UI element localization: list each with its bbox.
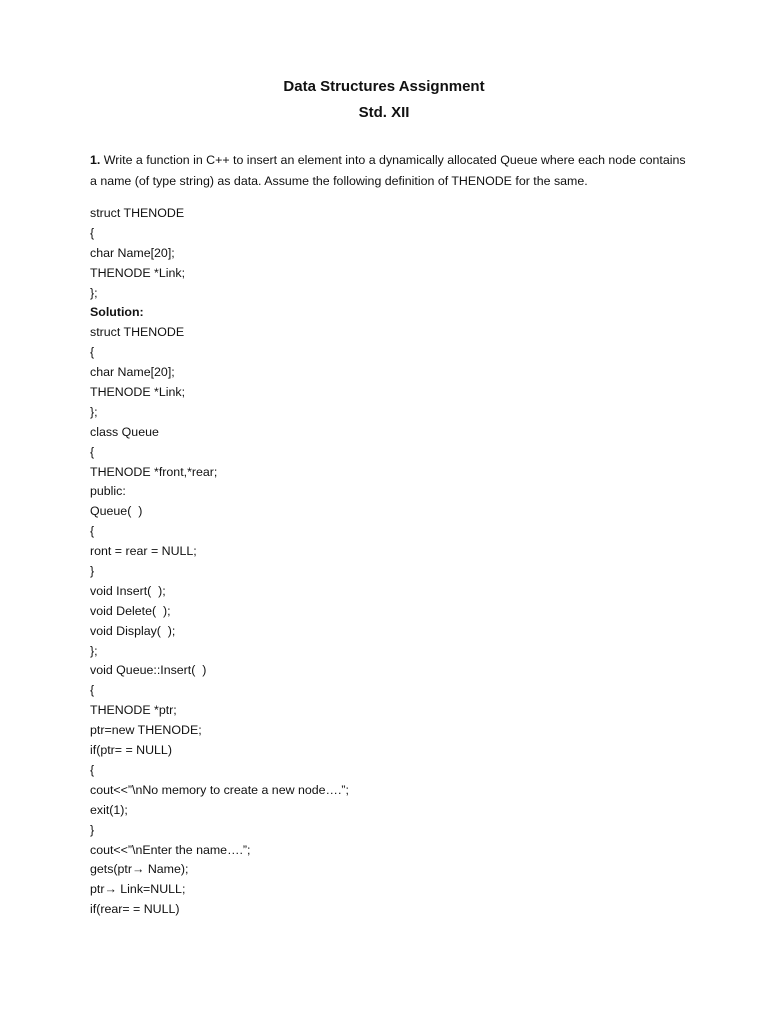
code-line: { [90, 225, 95, 240]
code-line: THENODE *front,*rear; [90, 464, 218, 479]
code-line: }; [90, 643, 98, 658]
page-subtitle: Std. XII [358, 104, 410, 121]
question-text: Write a function in C++ to insert an element into a dynamically allocated Queue where each node contains a name (of type string) as data. Assume the following definition of THENODE for the same. [90, 153, 686, 188]
code-line: ptr=new THENODE; [90, 723, 202, 738]
code-line: void Queue::Insert( ) [90, 663, 207, 678]
code-line: { [90, 444, 95, 459]
code-line: char Name[20]; [90, 245, 175, 260]
solution-label: Solution: [90, 305, 144, 320]
code-line: ptr→ Link=NULL; [90, 882, 186, 897]
code-line: cout<<”\nNo memory to create a new node….”; [90, 782, 349, 797]
code-line: THENODE *Link; [90, 385, 186, 400]
code-line: void Display( ); [90, 623, 176, 638]
code-line: { [90, 762, 95, 777]
code-line: class Queue [90, 424, 159, 439]
code-line: { [90, 345, 95, 360]
code-line: }; [90, 404, 98, 419]
code-line: gets(ptr→ Name); [90, 862, 189, 877]
code-line: exit(1); [90, 802, 128, 817]
page-title: Data Structures Assignment [283, 78, 485, 95]
code-line: { [90, 683, 95, 698]
code-line: void Delete( ); [90, 603, 171, 618]
code-line: Queue( ) [90, 504, 143, 519]
code-line: } [90, 822, 95, 837]
code-listing [90, 204, 690, 920]
code-line: THENODE *ptr; [90, 703, 177, 718]
question-paragraph [90, 150, 690, 191]
code-line: struct THENODE [90, 206, 185, 220]
code-line: if(rear= = NULL) [90, 902, 180, 917]
code-line: }; [90, 285, 98, 300]
code-line: ront = rear = NULL; [90, 544, 197, 559]
code-line: } [90, 564, 95, 579]
question-number: 1. [90, 153, 101, 167]
code-line: cout<<”\nEnter the name….”; [90, 842, 251, 857]
code-line: THENODE *Link; [90, 265, 186, 280]
code-line: char Name[20]; [90, 365, 175, 380]
code-line: { [90, 524, 95, 539]
code-line: if(ptr= = NULL) [90, 743, 172, 758]
code-line: struct THENODE [90, 325, 185, 340]
code-line: public: [90, 484, 126, 499]
code-line: void Insert( ); [90, 583, 166, 598]
